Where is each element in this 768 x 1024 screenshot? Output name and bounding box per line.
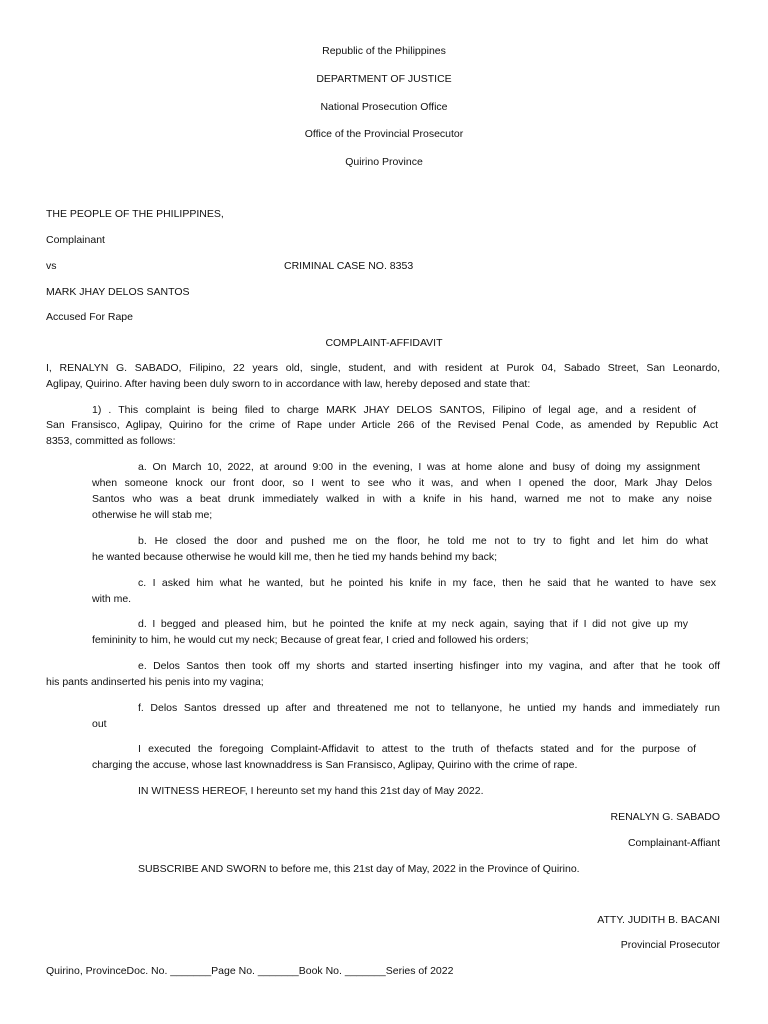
affiant-name: RENALYN G. SABADO	[610, 811, 720, 823]
item-b-line-1: b. He closed the door and pushed me on the floor, he told me not to try to fight and let him do what	[138, 535, 708, 547]
notarial-footer: Quirino, ProvinceDoc. No. _______Page No. _______Book No. _______Series of 2022	[46, 965, 454, 977]
caption-case-number: CRIMINAL CASE NO. 8353	[284, 260, 414, 272]
prosecutor-name: ATTY. JUDITH B. BACANI	[597, 914, 720, 926]
caption-vs: vs	[46, 260, 57, 272]
header-province: Quirino Province	[345, 156, 423, 168]
executed-line-2: charging the accuse, whose last knownaddress is San Fransisco, Aglipay, Quirino with the crime of rape.	[92, 759, 578, 771]
item-d-line-2: femininity to him, he would cut my neck; Because of great fear, I cried and followed his orders;	[92, 634, 529, 646]
item-a-line-3: Santos who was a beat drunk immediately walked in with a knife in his hand, warned me not to make any noise	[92, 493, 712, 505]
caption-accused-name: MARK JHAY DELOS SANTOS	[46, 286, 190, 298]
item-e-line-1: e. Delos Santos then took off my shorts and started inserting hisfinger into my vagina, and after that he took off	[138, 660, 720, 672]
item-f-line-1: f. Delos Santos dressed up after and threatened me not to tellanyone, he untied my hands and immediately run	[138, 702, 720, 714]
caption-people: THE PEOPLE OF THE PHILIPPINES,	[46, 208, 224, 220]
item-a-line-1: a. On March 10, 2022, at around 9:00 in the evening, I was at home alone and busy of doing my assignment	[138, 461, 700, 473]
intro-line-1: I, RENALYN G. SABADO, Filipino, 22 years old, single, student, and with resident at Purok 04, Sabado Street, San Leonardo,	[46, 362, 720, 374]
executed-line-1: I executed the foregoing Complaint-Affidavit to attest to the truth of thefacts stated and for the purpose of	[138, 743, 696, 755]
para1-line-3: 8353, committed as follows:	[46, 435, 176, 447]
item-c-line-1: c. I asked him what he wanted, but he pointed his knife in my face, then he said that he wanted to have sex	[138, 577, 716, 589]
item-d-line-1: d. I begged and pleased him, but he pointed the knife at my neck again, saying that if I did not give up my	[138, 618, 688, 630]
para1-line-2: San Fransisco, Aglipay, Quirino for the crime of Rape under Article 266 of the Revised Penal Code, as amended by Republic Act	[46, 419, 718, 431]
header-provincial-office: Office of the Provincial Prosecutor	[304, 128, 464, 140]
caption-complainant: Complainant	[46, 234, 105, 246]
header-office: National Prosecution Office	[320, 101, 448, 113]
para1-line-1: 1) . This complaint is being filed to charge MARK JHAY DELOS SANTOS, Filipino of legal age, and a resident of	[92, 404, 696, 416]
header-republic: Republic of the Philippines	[322, 45, 446, 57]
item-b-line-2: he wanted because otherwise he would kill me, then he tied my hands behind my back;	[92, 551, 498, 563]
item-e-line-2: his pants andinserted his penis into my vagina;	[46, 676, 264, 688]
affiant-role: Complainant-Affiant	[627, 837, 720, 849]
document-title: COMPLAINT-AFFIDAVIT	[325, 337, 443, 349]
item-a-line-4: otherwise he will stab me;	[92, 509, 213, 521]
subscribe-statement: SUBSCRIBE AND SWORN to before me, this 21st day of May, 2022 in the Province of Quirino.	[138, 863, 580, 875]
prosecutor-role: Provincial Prosecutor	[620, 939, 720, 951]
item-a-line-2: when someone knock our front door, so I went to see who it was, and when I opened the door, Mark Jhay Delos	[92, 477, 712, 489]
header-department: DEPARTMENT OF JUSTICE	[316, 73, 452, 85]
item-f-line-2: out	[92, 718, 107, 730]
intro-line-2: Aglipay, Quirino. After having been duly sworn to in accordance with law, hereby deposed and state that:	[46, 378, 531, 390]
witness-statement: IN WITNESS HEREOF, I hereunto set my hand this 21st day of May 2022.	[138, 785, 484, 797]
item-c-line-2: with me.	[92, 593, 132, 605]
caption-accused-for: Accused For Rape	[46, 311, 133, 323]
